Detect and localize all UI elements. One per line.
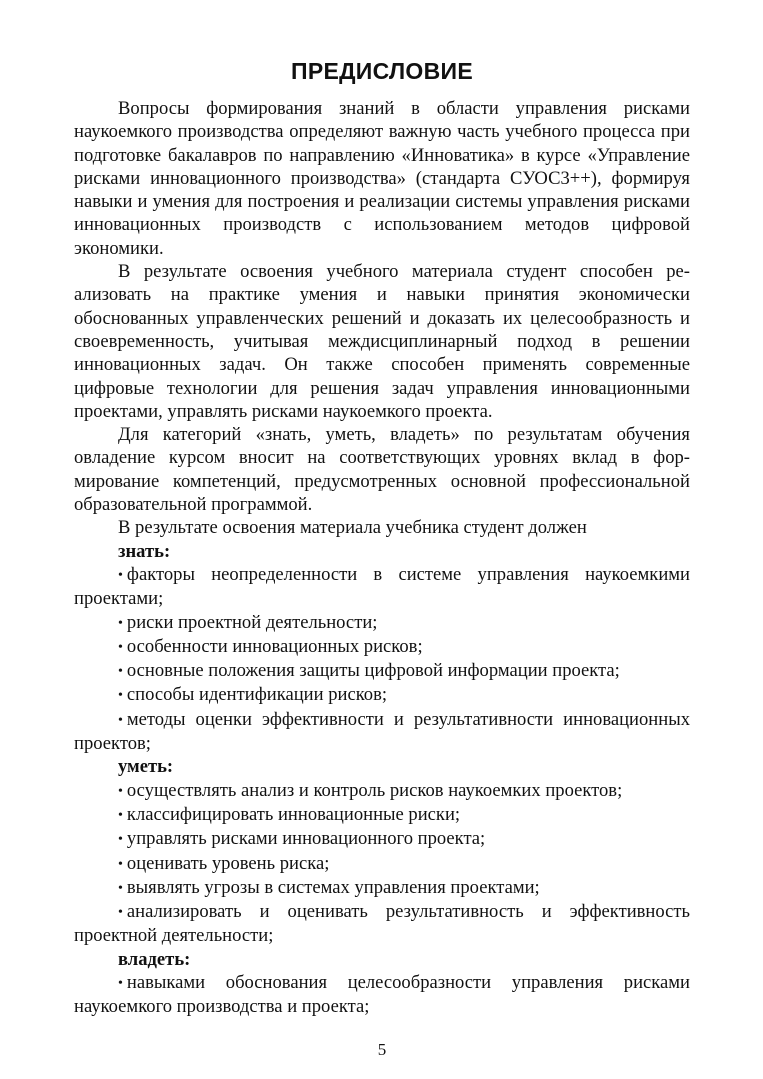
list-item-text: методы оценки эффективности и результативности инновационных проектов; [74,708,690,755]
paragraph-4: В результате освоения материала учебника студент должен [118,517,587,539]
document-page [74,0,690,1079]
list-item [74,683,690,707]
list-item-text: навыками обоснования целесообразности управления рисками наукоемкого производства и проекта; [74,971,690,1018]
list-item [74,611,690,635]
bullet-icon: • [118,975,123,991]
list-item [74,779,690,803]
paragraph-3: Для категорий «знать, уметь, владеть» по результатам обучения овладение курсом вносит на соответствующих уровнях вклад в формирование компетенций, предусмотренных основной профессиональной образовательной программой. [74,424,690,516]
list-item-text: факторы неопределенности в системе управления наукоемкими проектами; [74,563,690,610]
list-item-text: особенности инновационных рисков; [126,635,423,657]
bullet-icon: • [118,567,123,583]
bullet-icon: • [118,712,123,728]
list-item [74,852,690,876]
bullet-icon: • [118,639,123,655]
bullet-icon: • [118,856,123,872]
list-item-text: способы идентификации рисков; [126,684,388,706]
list-item-text: осуществлять анализ и контроль рисков наукоемких проектов; [126,779,623,801]
paragraph-1: Вопросы формирования знаний в области управления рисками наукоемкого производства определяют важную часть учебного процесса при подготовке бакалавров по направлению «Инноватика» в курсе «Управление рисками инновационного производства» (стандарта СУОС3++), формируя навыки и умения для построения и реализации системы управления рисками инновационных производств с использованием методов цифровой экономики. [74,98,690,259]
bullet-icon: • [118,832,123,848]
list-item-text: оценивать уровень риска; [126,852,330,874]
list-item [74,827,690,851]
list-item [74,803,690,827]
list-item [74,971,690,1019]
bullet-icon: • [118,664,123,680]
list-item-text: классифицировать инновационные риски; [126,803,461,825]
bullet-icon: • [118,783,123,799]
list-item [74,876,690,900]
list-item [74,635,690,659]
document-body [74,97,690,1019]
list-item-text: управлять рисками инновационного проекта; [126,828,486,850]
bullet-icon: • [118,880,123,896]
list-item-text: выявлять угрозы в системах управления проектами; [126,876,540,898]
list-item-text: риски проектной деятельности; [126,611,378,633]
list-item [74,659,690,683]
bullet-icon: • [118,905,123,921]
list-item-text: основные положения защиты цифровой информации проекта; [126,660,620,682]
list-item [74,900,690,948]
paragraph-2: В результате освоения учебного материала студент способен реализовать на практике умения и навыки принятия экономически обоснованных управленческих решений и доказать их целесообразность и своевременность, учитывая междисциплинарный подход в решении инновационных задач. Он также способен применять современные цифровые технологии для решения задач управления инновационными проектами, управлять рисками наукоемкого проекта. [74,261,690,422]
list-item [74,708,690,756]
section-label-master: владеть: [118,948,191,970]
bullet-icon: • [118,688,123,704]
bullet-icon: • [118,807,123,823]
section-label-know: знать: [118,540,171,562]
page-number: 5 [377,1040,387,1059]
bullet-icon: • [118,615,123,631]
list-item-text: анализировать и оценивать результативность и эффективность проектной деятельности; [74,901,690,947]
list-item [74,563,690,611]
page-title: ПРЕДИСЛОВИЕ [291,58,473,84]
section-label-can: уметь: [118,756,174,778]
